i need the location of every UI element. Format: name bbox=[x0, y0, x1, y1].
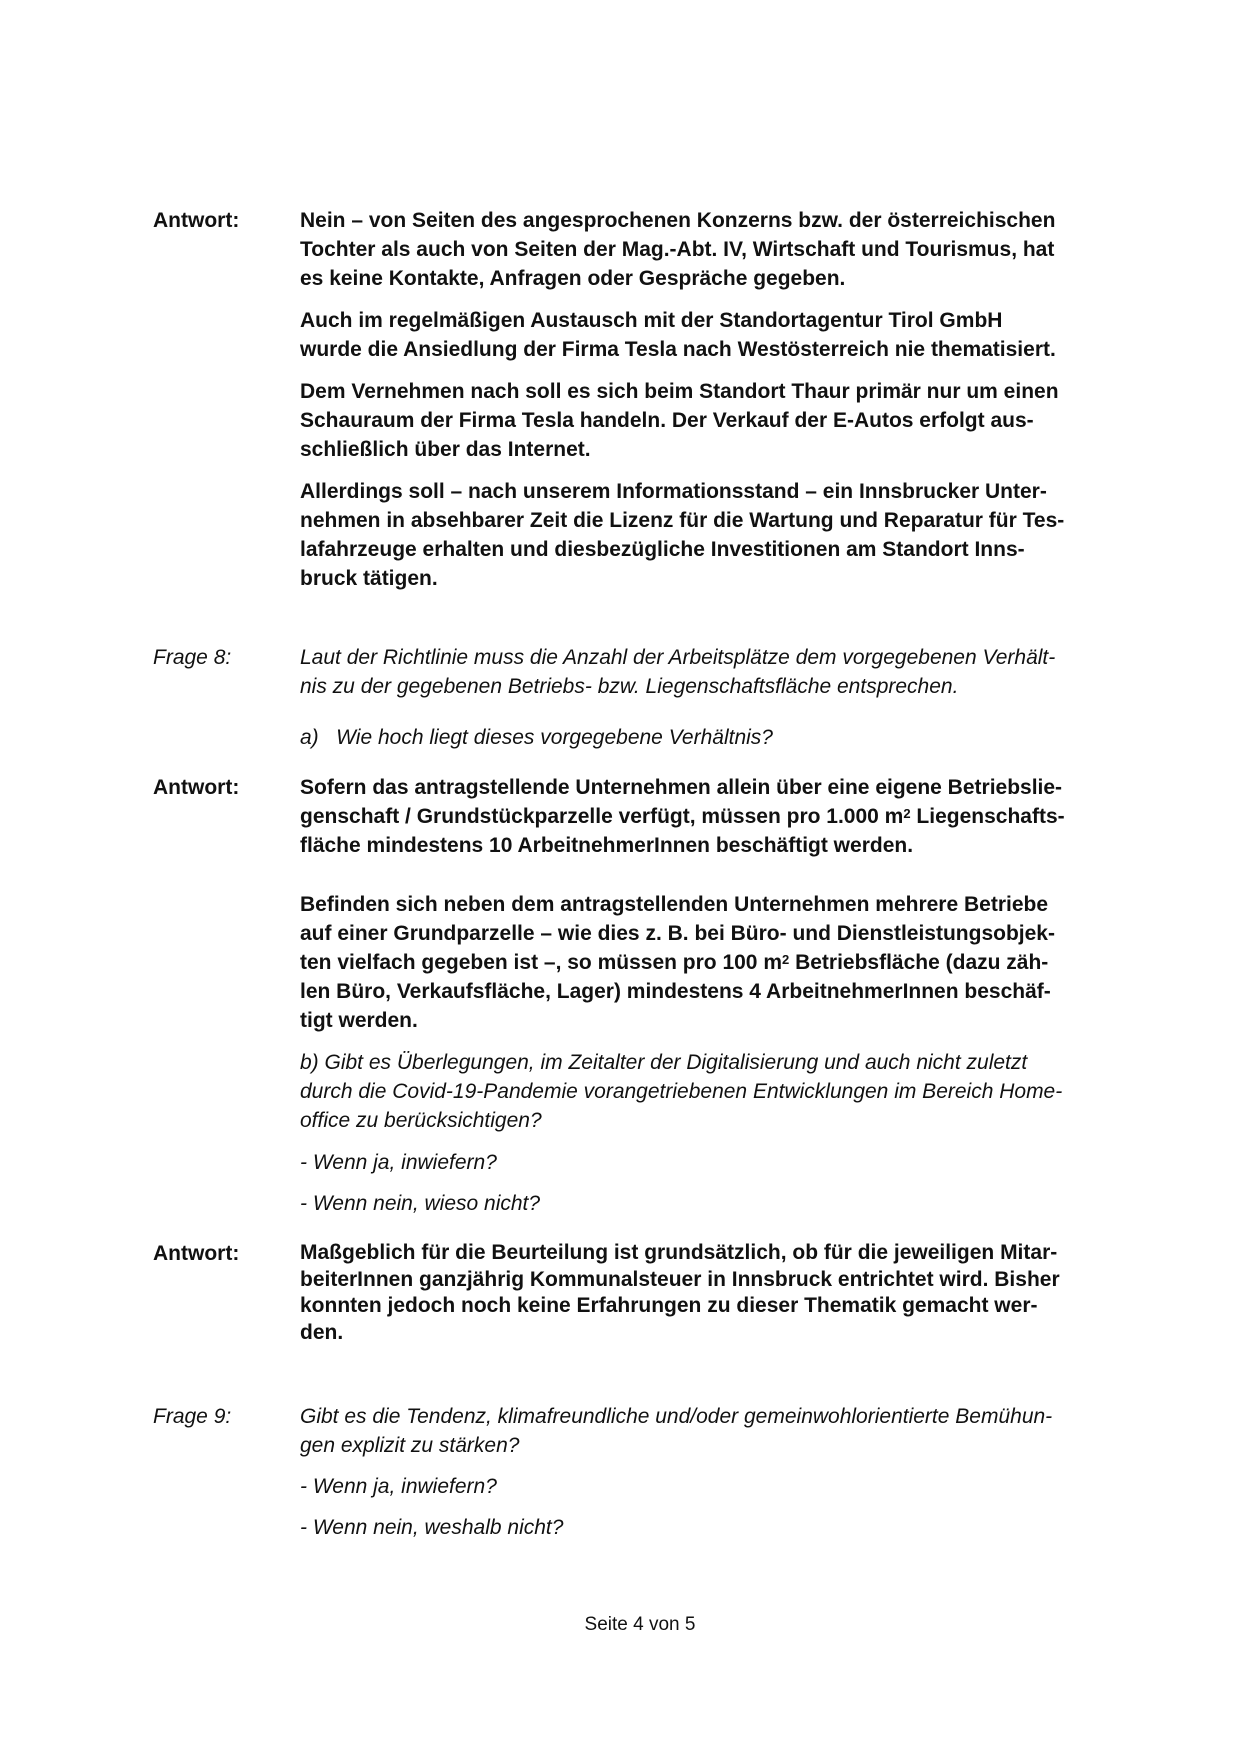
text-line: Tochter als auch von Seiten der Mag.-Abt. IV, Wirtschaft und Tourismus, hat bbox=[300, 238, 1055, 261]
answer-paragraph bbox=[300, 890, 1140, 1035]
question-subitem bbox=[300, 1513, 1140, 1542]
text-line: tigt werden. bbox=[300, 1009, 418, 1032]
text-line: Gibt es die Tendenz, klimafreundliche und/oder gemeinwohlorientierte Bemühun- bbox=[300, 1405, 1053, 1428]
superscript: 2 bbox=[782, 952, 790, 967]
text-line: nis zu der gegebenen Betriebs- bzw. Liegenschaftsfläche entsprechen. bbox=[300, 675, 959, 698]
answer-label: Antwort: bbox=[153, 1242, 240, 1265]
text-line: konnten jedoch noch keine Erfahrungen zu dieser Thematik gemacht wer- bbox=[300, 1294, 1038, 1317]
text-line: Sofern das antragstellende Unternehmen allein über eine eigene Betriebslie- bbox=[300, 776, 1063, 799]
text-line: auf einer Grundparzelle – wie dies z. B. bei Büro- und Dienstleistungsobjek- bbox=[300, 922, 1055, 945]
text-fragment: Betriebsfläche (dazu zäh- bbox=[789, 951, 1049, 974]
text-line: Nein – von Seiten des angesprochenen Konzerns bzw. der österreichischen bbox=[300, 209, 1056, 232]
text-line: - Wenn ja, inwiefern? bbox=[300, 1475, 497, 1498]
text-line: fläche mindestens 10 ArbeitnehmerInnen beschäftigt werden. bbox=[300, 834, 914, 857]
text-line: gen explizit zu stärken? bbox=[300, 1434, 520, 1457]
text-line: beiterInnen ganzjährig Kommunalsteuer in Innsbruck entrichtet wird. Bisher bbox=[300, 1267, 1060, 1291]
text-line bbox=[300, 802, 1140, 831]
page-number: Seite 4 von 5 bbox=[584, 1614, 696, 1635]
text-line: office zu berücksichtigen? bbox=[300, 1109, 542, 1132]
answer-label: Antwort: bbox=[153, 209, 240, 232]
question-subitem bbox=[300, 723, 1140, 752]
answer-paragraph bbox=[300, 477, 1140, 593]
text-line: len Büro, Verkaufsfläche, Lager) mindestens 4 ArbeitnehmerInnen beschäf- bbox=[300, 980, 1051, 1003]
text-fragment: Liegenschafts- bbox=[910, 805, 1065, 828]
text-fragment: ten vielfach gegeben ist –, so müssen pro 100 m bbox=[300, 951, 782, 974]
text-line: den. bbox=[300, 1320, 344, 1344]
question-paragraph bbox=[300, 1048, 1140, 1135]
question-paragraph bbox=[300, 1402, 1140, 1460]
question-label: Frage 8: bbox=[153, 646, 232, 669]
answer-paragraph bbox=[300, 773, 1140, 860]
answer-paragraph bbox=[300, 1240, 1140, 1346]
answer-paragraph bbox=[300, 206, 1140, 293]
question-subitem bbox=[300, 1472, 1140, 1501]
answer-paragraph bbox=[300, 377, 1140, 464]
answer-paragraph bbox=[300, 306, 1140, 364]
text-line: durch die Covid-19-Pandemie vorangetriebenen Entwicklungen im Bereich Home- bbox=[300, 1080, 1063, 1103]
text-fragment: genschaft / Grundstückparzelle verfügt, müssen pro 1.000 m bbox=[300, 805, 904, 828]
text-line: Allerdings soll – nach unserem Informationsstand – ein Innsbrucker Unter- bbox=[300, 480, 1047, 503]
text-line: Auch im regelmäßigen Austausch mit der Standortagentur Tirol GmbH bbox=[300, 309, 1003, 332]
text-line: Schauraum der Firma Tesla handeln. Der Verkauf der E-Autos erfolgt aus- bbox=[300, 409, 1034, 432]
question-paragraph bbox=[300, 643, 1140, 701]
text-line: a) Wie hoch liegt dieses vorgegebene Verhältnis? bbox=[300, 726, 773, 749]
text-line: Dem Vernehmen nach soll es sich beim Standort Thaur primär nur um einen bbox=[300, 380, 1059, 403]
text-line: lafahrzeuge erhalten und diesbezügliche Investitionen am Standort Inns- bbox=[300, 538, 1025, 561]
question-label: Frage 9: bbox=[153, 1405, 232, 1428]
text-line: wurde die Ansiedlung der Firma Tesla nach Westösterreich nie thematisiert. bbox=[300, 338, 1056, 361]
text-line: - Wenn ja, inwiefern? bbox=[300, 1151, 497, 1174]
text-line: Laut der Richtlinie muss die Anzahl der Arbeitsplätze dem vorgegebenen Verhält- bbox=[300, 646, 1056, 669]
answer-label: Antwort: bbox=[153, 776, 240, 799]
superscript: 2 bbox=[903, 806, 911, 821]
text-line: - Wenn nein, weshalb nicht? bbox=[300, 1516, 564, 1539]
text-line: - Wenn nein, wieso nicht? bbox=[300, 1192, 541, 1215]
text-line bbox=[300, 948, 1140, 977]
question-subitem bbox=[300, 1189, 1140, 1218]
text-line: b) Gibt es Überlegungen, im Zeitalter der Digitalisierung und auch nicht zuletzt bbox=[300, 1051, 1028, 1074]
text-line: nehmen in absehbarer Zeit die Lizenz für die Wartung und Reparatur für Tes- bbox=[300, 509, 1065, 532]
text-line: Maßgeblich für die Beurteilung ist grundsätzlich, ob für die jeweiligen Mitar- bbox=[300, 1241, 1058, 1264]
text-line: schließlich über das Internet. bbox=[300, 438, 591, 461]
text-line: bruck tätigen. bbox=[300, 567, 438, 590]
question-subitem bbox=[300, 1148, 1140, 1177]
text-line: es keine Kontakte, Anfragen oder Gespräche gegeben. bbox=[300, 267, 846, 290]
text-line: Befinden sich neben dem antragstellenden Unternehmen mehrere Betriebe bbox=[300, 893, 1049, 916]
